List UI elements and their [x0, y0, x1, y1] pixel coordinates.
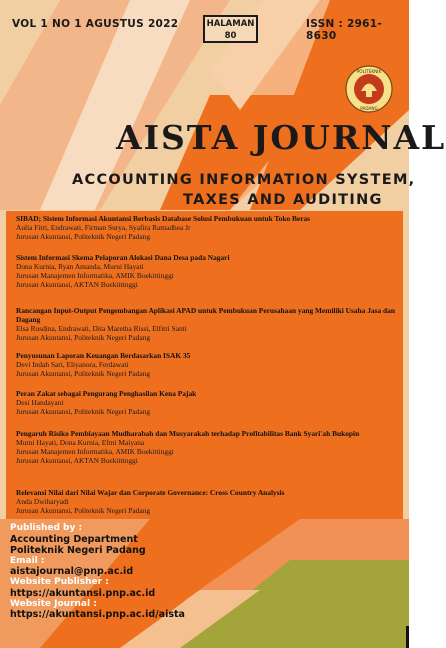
article-authors: Dona Kurnia, Ryan Amanda, Murni Hayati	[16, 262, 144, 271]
article-affiliation: Jurusan Akuntansi, Politeknik Negeri Padang	[16, 369, 151, 379]
article-authors: Desi Handayani	[16, 398, 64, 407]
journal-subtitle-line1: ACCOUNTING INFORMATION SYSTEM,	[72, 172, 416, 188]
article-title: Penyusunan Laporan Keuangan Berdasarkan ISAK 35	[16, 351, 191, 360]
article-entry	[16, 351, 406, 378]
website-journal-link[interactable]: https://akuntansi.pnp.ac.id/aista	[10, 609, 185, 620]
table-of-contents	[6, 211, 403, 519]
article-affiliation: Jurusan Manajemen Informatika, AMIK Boekittinggi	[16, 271, 174, 281]
article-title: Rancangan Input-Output Pengembangan Aplikasi APAD untuk Pembukuan Perusahaan yang Memiliki Usaha Jasa dan Dagang	[16, 306, 395, 324]
article-affiliation: Jurusan Manajemen Informatika, AMIK Boekittinggi	[16, 447, 174, 457]
journal-title: AISTA JOURNAL	[116, 118, 446, 157]
published-by-label: Published by :	[10, 523, 83, 533]
article-affiliation: Jurusan Akuntansi, AKTAN Boekittinggi	[16, 280, 138, 290]
article-entry	[16, 306, 406, 342]
volume-label: VOL 1 NO 1 AGUSTUS 2022	[12, 18, 179, 30]
article-affiliation: Jurusan Akuntansi, AKTAN Boekittinggi	[16, 456, 138, 466]
email-label: Email :	[10, 555, 45, 566]
article-entry	[16, 488, 406, 515]
article-title: Sistem Informasi Skema Pelaporan Alokasi Dana Desa pada Nagari	[16, 253, 230, 262]
article-authors: Elsa Rusdina, Endrawati, Dita Maretha Rissi, Elfitri Santi	[16, 324, 187, 333]
article-authors: Devi Indah Sari, Eliyanora, Ferdawati	[16, 360, 129, 369]
issn-label: ISSN : 2961-8630	[306, 18, 383, 42]
logo-top-text: POLITEKNIK	[356, 69, 382, 74]
corner-mark	[406, 626, 409, 648]
article-entry	[16, 389, 406, 416]
journal-subtitle-line2: TAXES AND AUDITING	[183, 192, 383, 208]
politeknik-logo	[344, 64, 394, 114]
article-entry	[16, 214, 406, 241]
website-publisher-link[interactable]: https://akuntansi.pnp.ac.id	[10, 587, 156, 599]
article-entry	[16, 253, 406, 290]
institution-name: Politeknik Negeri Padang	[10, 544, 146, 556]
halaman-label: HALAMAN	[206, 19, 255, 29]
article-title: SIBAD; Sistem Informasi Akuntansi Berbasis Database Solusi Pembukuan untuk Toko Beras	[16, 214, 311, 223]
website-publisher-label: Website Publisher :	[10, 577, 109, 587]
logo-bottom-text: PADANG	[360, 106, 378, 111]
department-name: Accounting Department	[10, 533, 138, 545]
article-entry	[16, 429, 406, 466]
article-affiliation: Jurusan Akuntansi, Politeknik Negeri Padang	[16, 407, 151, 417]
article-affiliation: Jurusan Akuntansi, Politeknik Negeri Padang	[16, 232, 151, 242]
page-count-box	[203, 15, 258, 43]
article-affiliation: Jurusan Akuntansi, Politeknik Negeri Padang	[16, 333, 151, 343]
email-link[interactable]: aistajournal@pnp.ac.id	[10, 566, 134, 577]
article-authors: Anda Dwiharyadi	[16, 497, 69, 506]
halaman-value: 80	[224, 31, 237, 41]
article-affiliation: Jurusan Akuntansi, Politeknik Negeri Padang	[16, 506, 151, 516]
article-title: Pengaruh Risiko Pembiayaan Mudharabah dan Musyarakah terhadap Profitabilitas Bank Syari'ah Bukopin	[16, 429, 360, 438]
article-title: Peran Zakat sebagai Pengurang Penghasilan Kena Pajak	[16, 389, 197, 398]
website-journal-label: Website Journal :	[10, 598, 97, 609]
publisher-info	[10, 523, 185, 620]
article-authors: Murni Hayati, Dona Kurnia, Efmi Maiyana	[16, 438, 145, 447]
article-title: Relevansi Nilai dari Nilai Wajar dan Corporate Governance: Cross Country Analysis	[16, 488, 285, 497]
article-authors: Aulia Fitri, Endrawati, Firman Surya, Syafira Ramadhea Jr	[16, 223, 191, 232]
